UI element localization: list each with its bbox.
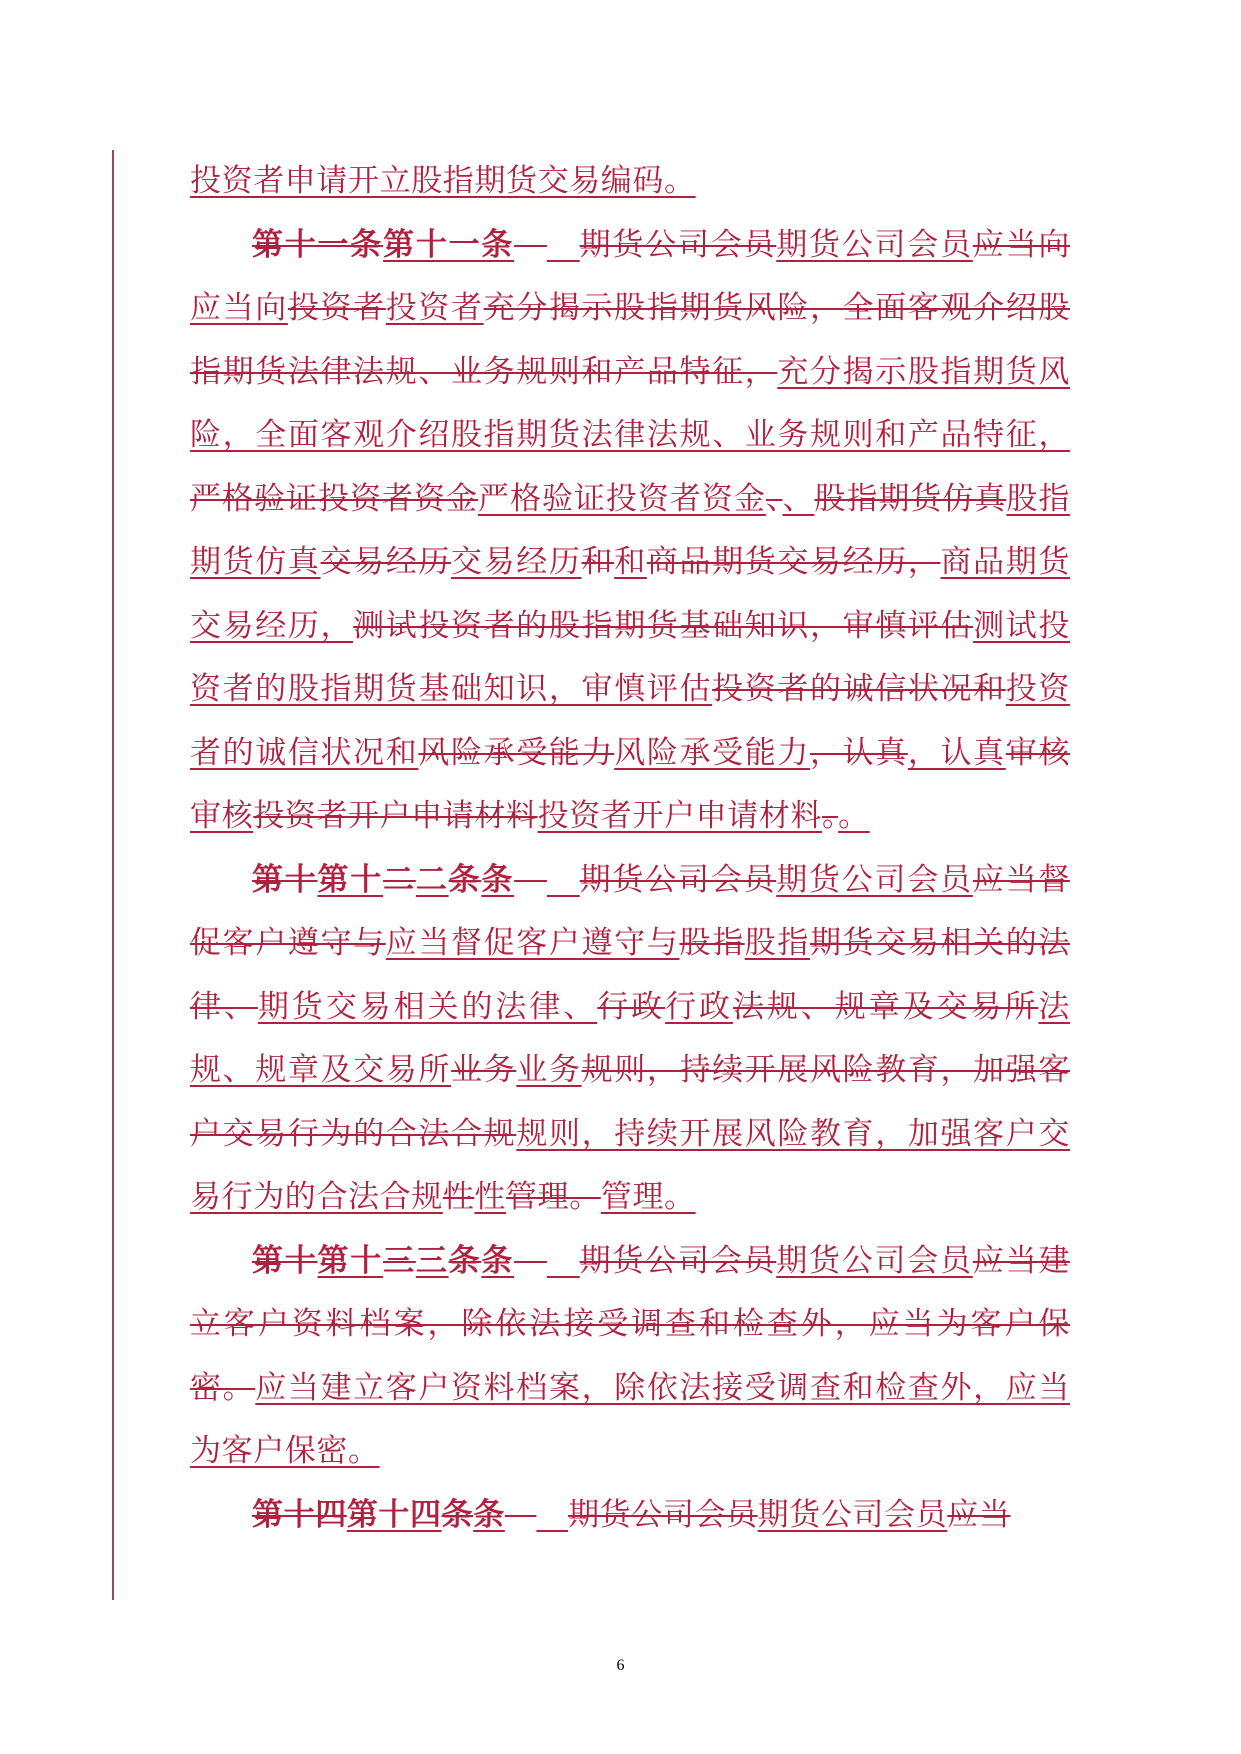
article-heading: 第十 [317, 861, 384, 898]
paragraph [190, 1484, 1070, 1548]
deleted-text: 股指期货仿真 [814, 480, 1007, 517]
inserted-text: 投资者申请开立股指期货交易编码。 [190, 163, 696, 199]
inserted-text: 应当建立客户资料档案，除依法接受调查和检查外，应当为客户保密。 [190, 1369, 1070, 1469]
deleted-text: 和 [581, 544, 615, 580]
inserted-text: 期货公司会员 [776, 226, 973, 263]
inserted-text: ，认真 [907, 734, 1006, 771]
paragraph [190, 1230, 1070, 1484]
inserted-text: 投资者开户申请材料 [537, 798, 823, 834]
inserted-text: 充分揭示股指期货风险，全面客观介绍股指期货法律法规、业务规则和产品特征， [190, 353, 1070, 453]
inserted-text: 和 [614, 544, 647, 580]
deleted-text: 管理。 [506, 1179, 601, 1215]
deleted-text [252, 1243, 318, 1279]
inserted-text [347, 1497, 442, 1533]
deleted-text [514, 862, 547, 898]
inserted-text: 风险承受能力 [614, 734, 810, 771]
article-heading: 第十四 [346, 1496, 442, 1533]
article-heading: 第十 [252, 1242, 318, 1279]
inserted-text: 测试投资者的股指期货基础知识，审慎评估 [190, 607, 1070, 707]
inserted-text [473, 1497, 505, 1533]
inserted-text: 。 [838, 798, 870, 834]
deleted-text [442, 1497, 474, 1533]
inserted-text: 期货公司会员 [776, 1242, 973, 1279]
deleted-text: 商品期货交易经历， [646, 544, 941, 580]
deleted-text [505, 1497, 537, 1533]
inserted-text: 应当向 [190, 290, 288, 326]
inserted-text: 行政 [665, 988, 733, 1025]
article-heading: 二 [383, 861, 416, 898]
article-heading: 第十一条 [383, 226, 515, 263]
inserted-text [547, 862, 580, 898]
inserted-text: 期货公司会员 [776, 861, 973, 898]
deleted-text: 业务 [451, 1052, 517, 1088]
article-heading: 第十 [252, 861, 318, 898]
deleted-text: 测试投资者的股指期货基础知识，审慎评估 [353, 607, 974, 644]
deleted-text: 期货交易相关的法律、 [190, 925, 1070, 1025]
inserted-text [536, 1497, 568, 1533]
inserted-text: 期货公司会员 [757, 1496, 948, 1533]
inserted-text: 交易经历 [451, 544, 582, 580]
deleted-text: 投资者开户申请材料 [253, 798, 538, 834]
revision-margin-bar [112, 150, 114, 1600]
deleted-text: 法规、规章及交易所 [732, 988, 1039, 1025]
article-heading: 三 [383, 1242, 416, 1279]
inserted-text [416, 1243, 449, 1279]
inserted-text: 管理。 [600, 1179, 696, 1215]
deleted-text: 期货公司会员 [568, 1496, 758, 1533]
inserted-text: 投资者 [385, 290, 484, 326]
deleted-text [252, 227, 383, 263]
inserted-text [481, 862, 514, 898]
deleted-text: 应当督促客户遵守与 [190, 861, 1070, 961]
paragraph [190, 214, 1070, 849]
deleted-text: 投资者 [287, 290, 386, 326]
deleted-text: 期货公司会员 [579, 861, 777, 898]
paragraph [190, 150, 1070, 214]
deleted-text: 应当建立客户资料档案，除依法接受调查和检查外，应当为客户保密。 [190, 1242, 1070, 1406]
deleted-text: 审核 [1005, 734, 1070, 771]
deleted-text: 充分揭示股指期货风险，全面客观介绍股指期货法律法规、业务规则和产品特征， [190, 290, 1070, 390]
deleted-text: 期货公司会员 [579, 226, 777, 263]
deleted-text [383, 1243, 416, 1279]
inserted-text [318, 862, 384, 898]
deleted-text: 性 [442, 1179, 475, 1215]
inserted-text [318, 1243, 384, 1279]
deleted-text: 应当 [947, 1496, 1011, 1533]
deleted-text: 投资者的诚信状况和 [712, 671, 1006, 707]
deleted-text [514, 227, 547, 263]
inserted-text: 、 [782, 480, 815, 517]
article-heading: 条 [473, 1496, 505, 1533]
deleted-text [449, 1243, 482, 1279]
article-heading: 三 [415, 1242, 449, 1279]
deleted-text: 应当向 [972, 226, 1070, 263]
inserted-text: 规则，持续开展风险教育，加强客户交易行为的合法合规 [190, 1115, 1071, 1215]
article-heading: 条 [441, 1496, 474, 1533]
inserted-text [383, 227, 514, 263]
deleted-text: 、 [765, 480, 783, 517]
deleted-text: 股指 [679, 925, 745, 961]
inserted-text [547, 227, 580, 263]
inserted-text: 性 [474, 1179, 507, 1215]
inserted-text [547, 1243, 580, 1279]
deleted-text: 严格验证投资者资金 [190, 480, 478, 517]
article-heading: 条 [448, 1242, 482, 1279]
deleted-text: 行政 [597, 988, 666, 1025]
document-body [190, 150, 1070, 1547]
inserted-text: 应当督促客户遵守与 [385, 925, 680, 961]
deleted-text: 。 [822, 798, 839, 834]
deleted-text: 期货公司会员 [579, 1242, 777, 1279]
deleted-text [514, 1243, 547, 1279]
deleted-text: 交易经历 [320, 544, 452, 580]
inserted-text: 法规、规章及交易所 [190, 988, 1071, 1088]
article-heading: 条 [448, 861, 482, 898]
inserted-text: 股指期货仿真 [190, 480, 1070, 580]
inserted-text [416, 862, 449, 898]
article-heading: 第十 [317, 1242, 384, 1279]
inserted-text [481, 1243, 514, 1279]
inserted-text: 商品期货交易经历， [190, 544, 1070, 644]
inserted-text: 期货交易相关的法律、 [257, 988, 598, 1025]
deleted-text: 规则，持续开展风险教育，加强客户交易行为的合法合规 [190, 1052, 1070, 1152]
inserted-text: 投资者的诚信状况和 [190, 671, 1070, 771]
deleted-text: 风险承受能力 [418, 734, 615, 771]
inserted-text: 严格验证投资者资金 [477, 480, 766, 517]
inserted-text: 审核 [190, 798, 254, 834]
deleted-text [252, 1497, 347, 1533]
article-heading: 条 [481, 1242, 515, 1279]
inserted-text: 业务 [516, 1052, 582, 1088]
article-heading: 二 [415, 861, 449, 898]
article-heading: 第十一条 [252, 226, 384, 263]
deleted-text: ，认真 [809, 734, 908, 771]
paragraph [190, 849, 1070, 1230]
deleted-text [252, 862, 318, 898]
article-heading: 条 [481, 861, 515, 898]
deleted-text [449, 862, 482, 898]
page-number: 6 [616, 1657, 625, 1674]
article-heading: 第十四 [252, 1496, 347, 1533]
inserted-text: 股指 [744, 925, 810, 961]
deleted-text [383, 862, 416, 898]
